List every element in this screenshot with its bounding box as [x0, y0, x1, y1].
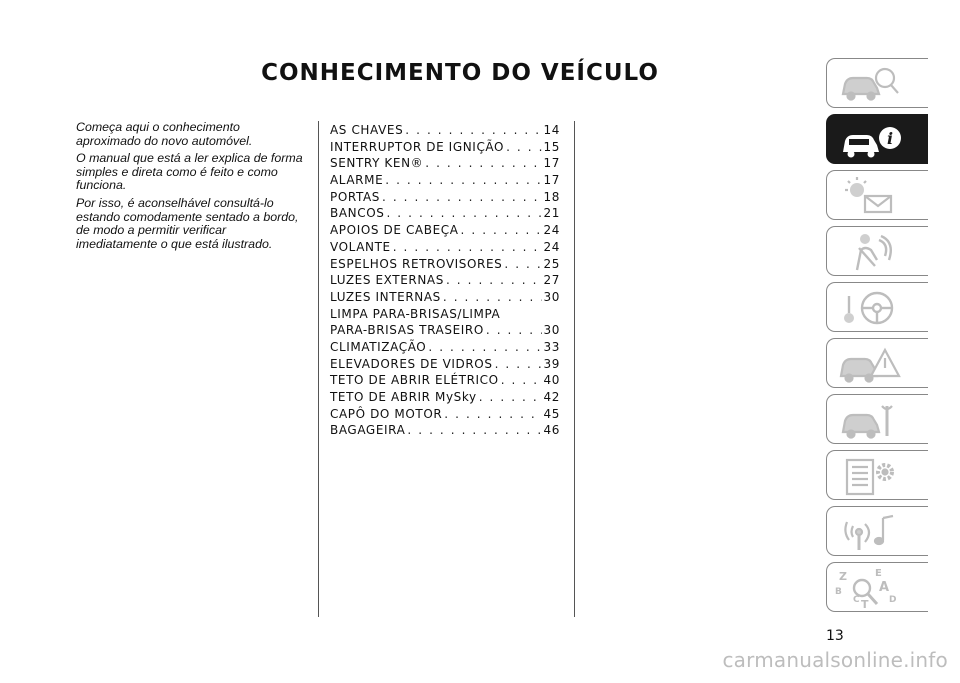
toc-entry-title: TETO DE ABRIR MySky	[330, 390, 477, 404]
index-letter: C	[853, 595, 860, 605]
column-divider-right	[574, 121, 575, 617]
toc-entry-page: 39	[543, 356, 560, 371]
toc-entry-title: PORTAS	[330, 189, 380, 204]
toc-entry-title: CLIMATIZAÇÃO	[330, 339, 427, 354]
toc-entry-title-line1[interactable]: LIMPA PARA-BRISAS/LIMPA	[330, 306, 501, 321]
multimedia-antenna-note-icon	[835, 510, 905, 554]
steering-wheel-key-icon	[835, 286, 905, 330]
toc-entry-bagageira[interactable]	[330, 423, 560, 440]
toc-entry-teto-mysky[interactable]	[330, 390, 560, 407]
toc-entry-title: BANCOS	[330, 206, 385, 221]
toc-entry-capo-motor[interactable]	[330, 407, 560, 424]
tab-maintenance[interactable]	[826, 394, 928, 444]
toc-entry-page: 33	[543, 339, 560, 354]
toc-entry-page: 21	[543, 206, 560, 221]
toc-entry-title: TETO DE ABRIR ELÉTRICO	[330, 373, 499, 388]
tab-emergency[interactable]	[826, 338, 928, 388]
car-info-icon	[835, 118, 905, 162]
car-maintenance-wrench-icon	[835, 398, 905, 442]
toc-entry-bancos[interactable]	[330, 206, 560, 223]
toc-entry-title: INTERRUPTOR DE IGNIÇÃO	[330, 139, 505, 154]
index-letter: Z	[839, 570, 847, 583]
toc-entry-title: ALARME	[330, 173, 384, 188]
toc-entry-climatizacao[interactable]	[330, 340, 560, 357]
toc-entry-elevadores-vidros[interactable]	[330, 357, 560, 374]
toc-entry-title: VOLANTE	[330, 239, 391, 254]
toc-entry-chaves[interactable]	[330, 123, 560, 140]
table-of-contents	[330, 123, 560, 440]
tab-alphabetical-index[interactable]	[826, 562, 928, 612]
toc-entry-apoios-cabeca[interactable]	[330, 223, 560, 240]
toc-entry-title: PARA-BRISAS TRASEIRO	[330, 323, 484, 338]
column-divider-left	[318, 121, 319, 617]
car-search-icon	[835, 62, 905, 106]
toc-entry-espelhos[interactable]	[330, 257, 560, 274]
alphabetical-index-icon	[835, 566, 905, 610]
toc-entry-ignicao[interactable]	[330, 140, 560, 157]
warning-light-message-icon	[835, 174, 905, 218]
toc-entry-page: 42	[543, 390, 560, 404]
toc-entry-teto-eletrico[interactable]	[330, 373, 560, 390]
watermark: carmanualsonline.info	[722, 648, 948, 672]
toc-entry-title: LUZES EXTERNAS	[330, 273, 444, 288]
toc-entry-page: 40	[543, 373, 560, 388]
page-number: 13	[826, 628, 844, 644]
tab-car-info[interactable]	[826, 114, 928, 164]
toc-entry-luzes-externas[interactable]	[330, 273, 560, 290]
tab-starting-driving[interactable]	[826, 282, 928, 332]
toc-entry-title: APOIOS DE CABEÇA	[330, 223, 459, 238]
toc-entry-page: 46	[543, 423, 560, 438]
toc-entry-sentry-ken[interactable]	[330, 156, 560, 173]
toc-entry-title: BAGAGEIRA	[330, 423, 406, 438]
toc-entry-volante[interactable]	[330, 240, 560, 257]
toc-entry-title: AS CHAVES	[330, 123, 404, 137]
toc-entry-page: 24	[543, 223, 560, 238]
toc-entry-page: 30	[543, 289, 560, 304]
toc-entry-page: 30	[543, 323, 560, 338]
toc-entry-title: ELEVADORES DE VIDROS	[330, 356, 493, 371]
index-letter: A	[879, 580, 890, 595]
toc-entry-page: 45	[543, 406, 560, 421]
intro-text	[76, 121, 308, 255]
toc-entry-portas[interactable]	[330, 190, 560, 207]
toc-entry-luzes-internas[interactable]	[330, 290, 560, 307]
toc-entry-page: 24	[543, 239, 560, 254]
toc-entry-page: 17	[543, 173, 560, 188]
tab-safety[interactable]	[826, 226, 928, 276]
intro-paragraph: Por isso, é aconselhável consultá-lo estando comodamente sentado a bordo, de modo a permitir verificar imediatamente o que está ilustrado.	[76, 195, 299, 251]
toc-entry-title: ESPELHOS RETROVISORES	[330, 256, 503, 271]
technical-data-gear-icon	[835, 454, 905, 498]
tab-car-search[interactable]	[826, 58, 928, 108]
intro-paragraph: Começa aqui o conhecimento aproximado do novo automóvel.	[76, 120, 253, 148]
index-letter: B	[835, 587, 842, 597]
tab-technical-data[interactable]	[826, 450, 928, 500]
index-letter: T	[861, 598, 869, 610]
toc-entry-alarme[interactable]	[330, 173, 560, 190]
tab-multimedia[interactable]	[826, 506, 928, 556]
svg-text:i: i	[886, 129, 894, 148]
toc-entry-title: CAPÔ DO MOTOR	[330, 406, 443, 421]
intro-paragraph: O manual que está a ler explica de forma simples e direta como é feito e como funciona.	[76, 151, 303, 193]
index-letter: E	[875, 568, 882, 579]
toc-entry-page: 25	[543, 256, 560, 271]
tab-warning-lights[interactable]	[826, 170, 928, 220]
toc-entry-limpa-para-brisas[interactable]	[330, 323, 560, 340]
index-letter: D	[889, 595, 897, 605]
car-emergency-triangle-icon	[835, 342, 905, 386]
toc-entry-page: 17	[543, 156, 560, 171]
toc-entry-page: 18	[543, 189, 560, 204]
toc-entry-page: 27	[543, 273, 560, 288]
toc-entry-title: SENTRY KEN®	[330, 156, 424, 171]
toc-entry-page: 14	[543, 123, 560, 137]
page-title: CONHECIMENTO DO VEÍCULO	[261, 60, 659, 86]
toc-entry-page: 15	[543, 139, 560, 154]
toc-entry-title: LUZES INTERNAS	[330, 289, 441, 304]
airbag-seatbelt-icon	[835, 230, 905, 274]
